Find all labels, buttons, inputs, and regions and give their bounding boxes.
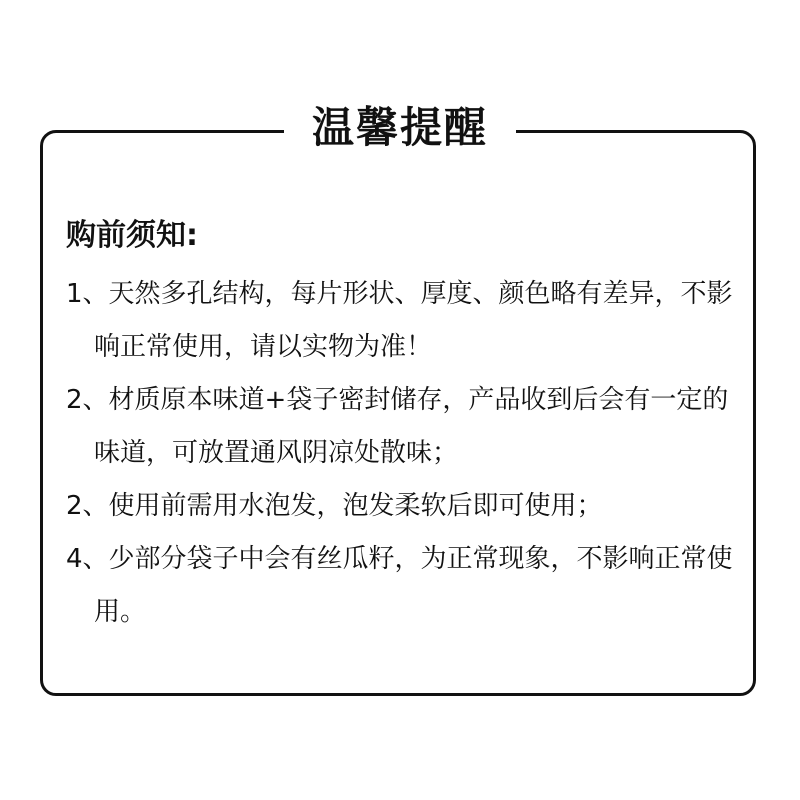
- notice-content: [66, 212, 746, 639]
- title-container: [0, 98, 800, 158]
- notice-item-4: 4、少部分袋子中会有丝瓜籽，为正常现象，不影响正常使用。: [66, 544, 733, 627]
- notice-title: 温馨提醒: [284, 98, 516, 158]
- notice-item-3: 2、使用前需用水泡发，泡发柔软后即可使用；: [66, 491, 603, 521]
- notice-item-1: 1、天然多孔结构，每片形状、厚度、颜色略有差异，不影响正常使用，请以实物为准！: [66, 279, 733, 362]
- notice-heading: 购前须知:: [66, 218, 198, 253]
- notice-item-2: 2、材质原本味道+袋子密封储存，产品收到后会有一定的味道，可放置通风阴凉处散味；: [66, 385, 729, 468]
